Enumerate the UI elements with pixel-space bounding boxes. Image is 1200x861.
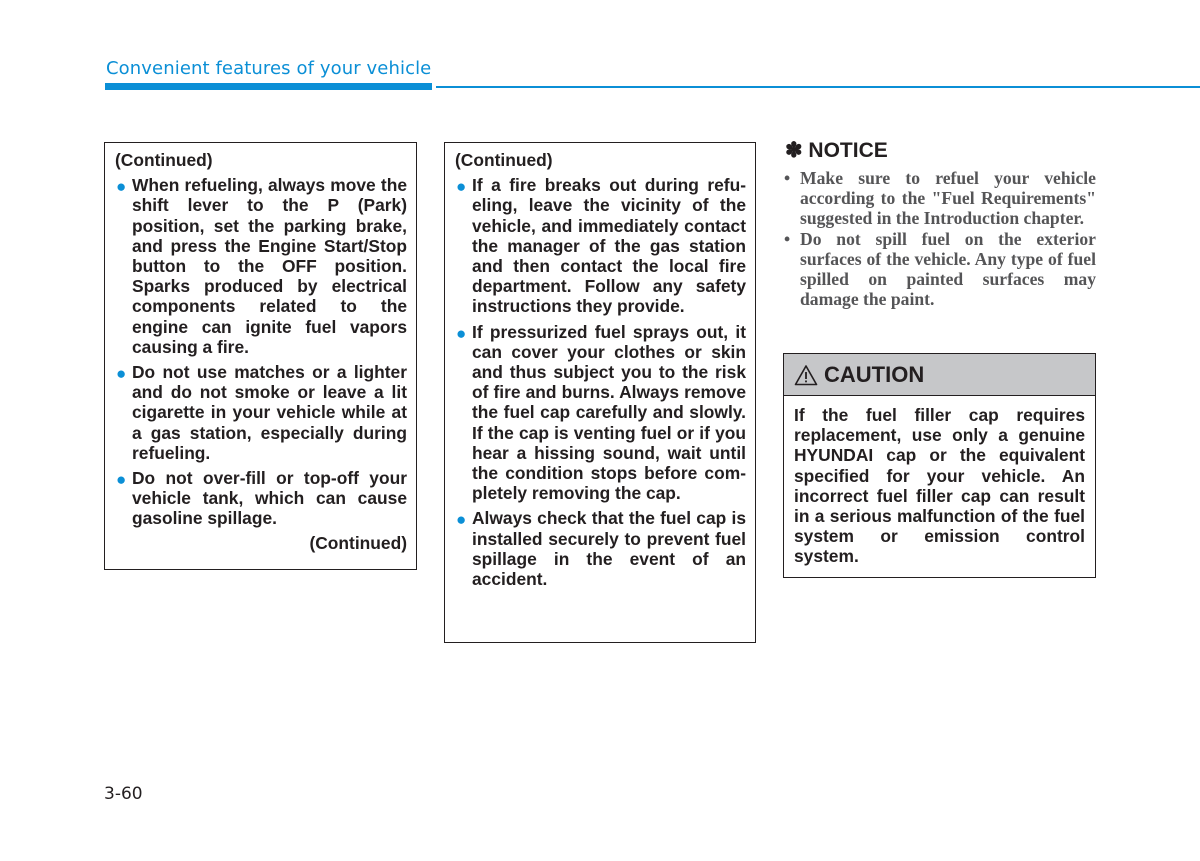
list-item: ● Always check that the fuel cap is installed securely to prevent fuel spillage in the event of an accident.	[456, 508, 746, 590]
bullet-icon: ●	[456, 510, 467, 530]
warning-box-middle	[444, 142, 756, 643]
notice-list	[784, 168, 1096, 309]
bullet-icon: ●	[116, 470, 127, 490]
bullet-icon: •	[784, 228, 791, 249]
bullet-icon: ●	[116, 364, 127, 384]
list-item: ● When refueling, always move the shift lever to the P (Park) position, set the parking brake, and press the Engine Start/Stop button to the OFF position. Sparks produced by electrical components related to the engine can ignite fuel vapors causing a fire.	[116, 175, 407, 357]
header-accent-bar	[105, 83, 432, 90]
list-item: ● Do not over-fill or top-off your vehicle tank, which can cause gasoline spillage.	[116, 468, 407, 529]
list-item: • Make sure to refuel your vehicle according to the "Fuel Requirements" suggested in the Introduction chapter.	[784, 168, 1096, 229]
section-header-title: Convenient features of your vehicle	[106, 58, 432, 79]
caution-title: CAUTION	[824, 361, 925, 387]
header-rule-line	[436, 86, 1200, 88]
page-number: 3-60	[104, 784, 143, 804]
warning-box-left	[104, 142, 417, 570]
caution-text: If the fuel filler cap requires replacement, use only a genuine HYUNDAI cap or the equivalent specified for your vehicle. An incorrect fuel filler cap can result in a serious malfunction of the fuel system or emission control system.	[794, 405, 1085, 567]
list-item: ● If pressurized fuel sprays out, it can cover your clothes or skin and thus subject you to the risk of fire and burns. Always remove the fuel cap carefully and slowly. If the cap is venting fuel or if you hear a hissing sound, wait until the condition stops before completely removing the cap.	[456, 321, 746, 504]
list-item: ● If a fire breaks out during refueling, leave the vicinity of the vehicle, and immediately contact the manager of the gas station and then contact the local fire department. Follow any safety instructions they provide.	[456, 175, 746, 317]
warning-triangle-icon	[794, 364, 818, 386]
list-item: ● Do not use matches or a lighter and do not smoke or leave a lit cigarette in your vehicle while at a gas station, especially during refueling.	[116, 362, 407, 463]
bullet-icon: ●	[116, 177, 127, 197]
bullet-icon: ●	[456, 323, 467, 343]
continued-label: (Continued)	[309, 532, 407, 553]
bullet-icon: ●	[456, 177, 467, 197]
list-item: • Do not spill fuel on the exterior surfaces of the vehicle. Any type of fuel spilled on painted surfaces may damage the paint.	[784, 228, 1096, 310]
caution-header	[784, 354, 1095, 396]
caution-box	[783, 353, 1096, 578]
warning-bullet-list	[455, 175, 746, 589]
continued-label: (Continued)	[455, 150, 553, 170]
notice-heading: ✽ NOTICE	[785, 139, 888, 162]
continued-label: (Continued)	[115, 150, 213, 170]
warning-bullet-list	[115, 175, 407, 528]
bullet-icon: •	[784, 168, 791, 188]
